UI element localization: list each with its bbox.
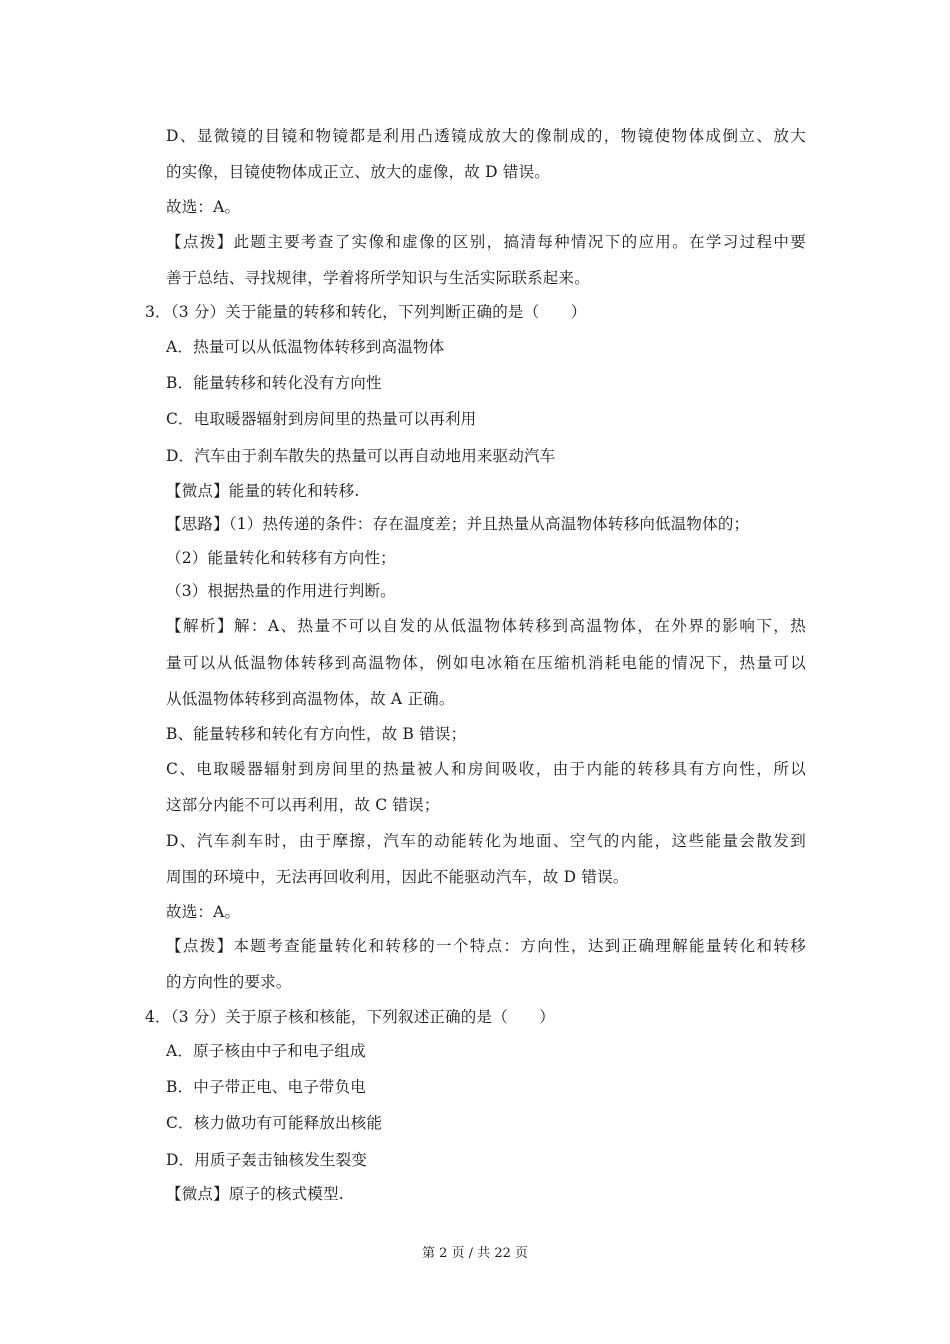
- text-line: （3）根据热量的作用进行判断。: [166, 582, 396, 600]
- page-footer: 第 2 页 / 共 22 页: [422, 1246, 528, 1261]
- text-line: 量可以从低温物体转移到高温物体，例如电冰箱在压缩机消耗电能的情况下，热量可以: [166, 654, 806, 672]
- text-line: D、显微镜的目镜和物镜都是利用凸透镜成放大的像制成的，物镜使物体成倒立、放大: [166, 127, 806, 145]
- text-line: 故选：A。: [166, 903, 241, 921]
- text-line: 的实像，目镜使物体成正立、放大的虚像，故 D 错误。: [166, 163, 550, 181]
- text-line: 【微点】能量的转化和转移.: [166, 482, 360, 500]
- text-line: 故选：A。: [166, 198, 241, 216]
- question-3-option-a: A．热量可以从低温物体转移到高温物体: [166, 338, 445, 356]
- text-line: 【点拨】本题考查能量转化和转移的一个特点：方向性，达到正确理解能量转化和转移: [166, 937, 806, 955]
- question-4-option-a: A．原子核由中子和电子组成: [166, 1042, 366, 1060]
- text-line: C、电取暖器辐射到房间里的热量被人和房间吸收，由于内能的转移具有方向性，所以: [166, 760, 806, 778]
- text-line: 的方向性的要求。: [166, 973, 292, 991]
- question-4-option-c: C．核力做功有可能释放出核能: [166, 1114, 383, 1132]
- text-line: 【思路】（1）热传递的条件：存在温度差；并且热量从高温物体转移向低温物体的；: [166, 515, 750, 533]
- text-line: B、能量转移和转化有方向性，故 B 错误；: [166, 725, 467, 743]
- question-4-option-b: B．中子带正电、电子带负电: [166, 1078, 366, 1096]
- text-line: 善于总结、寻找规律，学着将所学知识与生活实际联系起来。: [166, 269, 590, 287]
- text-line: 这部分内能不可以再利用，故 C 错误；: [166, 796, 440, 814]
- question-4-option-d: D．用质子轰击铀核发生裂变: [166, 1151, 368, 1169]
- text-line: 周围的环境中，无法再回收利用，因此不能驱动汽车，故 D 错误。: [166, 868, 629, 886]
- question-3-option-d: D．汽车由于刹车散失的热量可以再自动地用来驱动汽车: [166, 447, 556, 465]
- text-line: 【解析】解：A、热量不可以自发的从低温物体转移到高温物体，在外界的影响下，热: [166, 617, 806, 635]
- text-line: （2）能量转化和转移有方向性；: [166, 549, 396, 567]
- question-3-option-c: C．电取暖器辐射到房间里的热量可以再利用: [166, 410, 477, 428]
- question-3-option-b: B．能量转移和转化没有方向性: [166, 374, 382, 392]
- text-line: D、汽车刹车时，由于摩擦，汽车的动能转化为地面、空气的内能，这些能量会散发到: [166, 832, 806, 850]
- question-4-stem: 4．（3 分）关于原子核和核能，下列叙述正确的是（ ）: [145, 1008, 556, 1026]
- text-line: 从低温物体转移到高温物体，故 A 正确。: [166, 690, 455, 708]
- question-3-stem: 3．（3 分）关于能量的转移和转化，下列判断正确的是（ ）: [145, 303, 587, 321]
- text-line: 【点拨】此题主要考查了实像和虚像的区别，搞清每种情况下的应用。在学习过程中要: [166, 233, 806, 251]
- text-line: 【微点】原子的核式模型.: [166, 1185, 344, 1203]
